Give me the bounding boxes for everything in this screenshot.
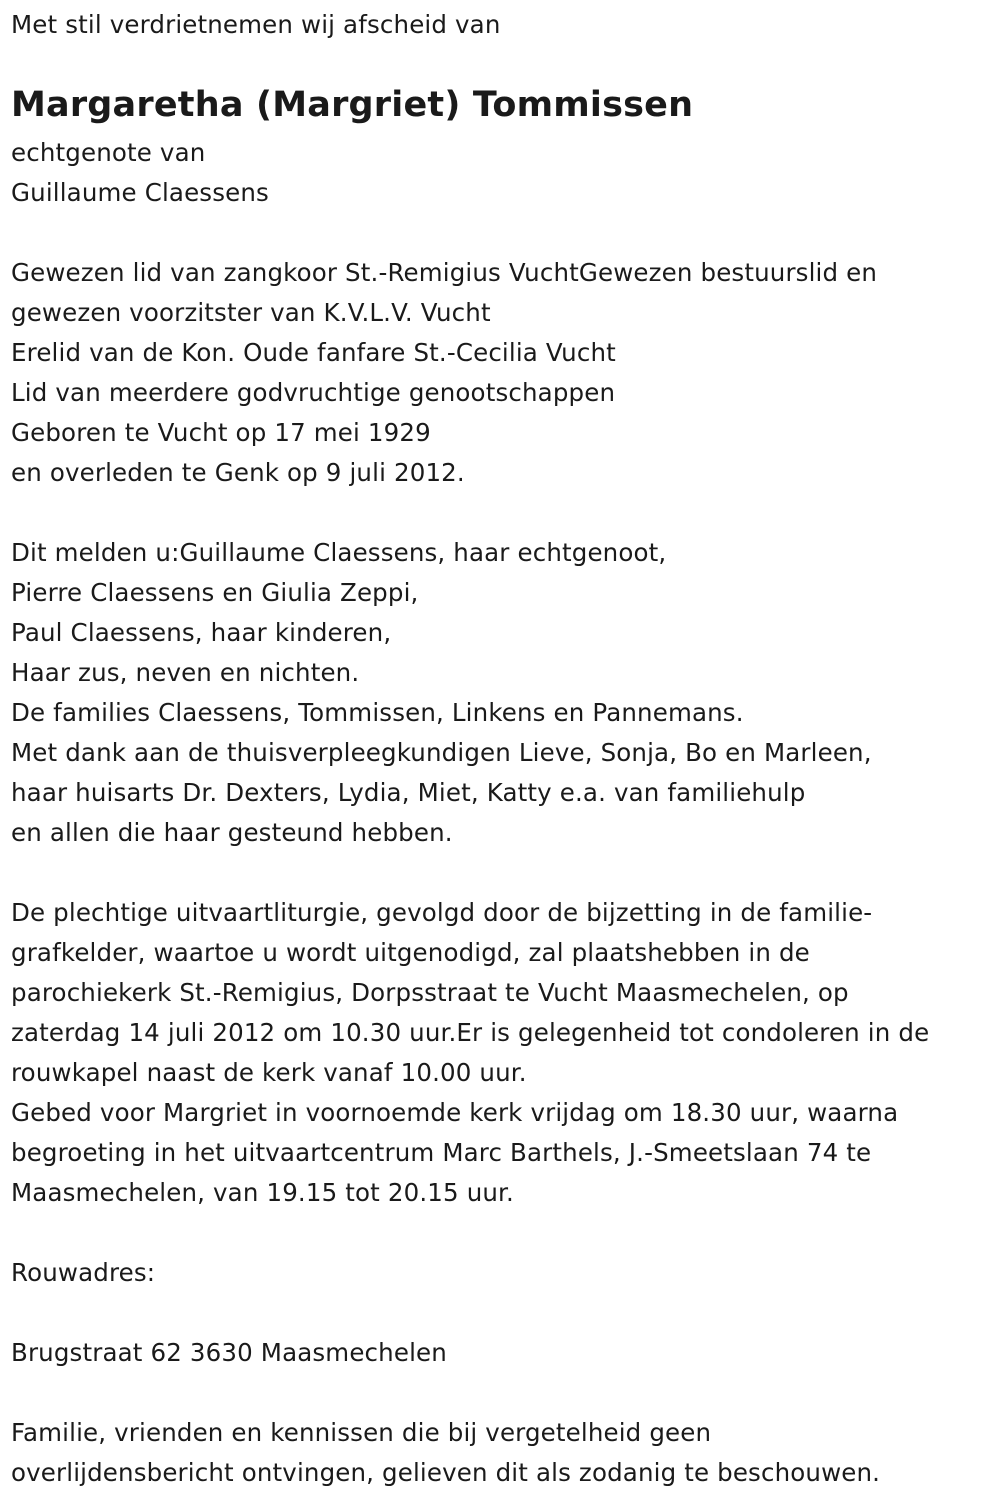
spouse-line: Guillaume Claessens (11, 178, 269, 207)
announcer-line: Met dank aan de thuisverpleegkundigen Lieve, Sonja, Bo en Marleen, (11, 738, 872, 767)
closing-line: Familie, vrienden en kennissen die bij vergetelheid geen (11, 1418, 712, 1447)
biography-line: Gewezen lid van zangkoor St.-Remigius VuchtGewezen bestuurslid en (11, 258, 878, 287)
spouse-line: echtgenote van (11, 138, 206, 167)
ceremony-line: begroeting in het uitvaartcentrum Marc Barthels, J.-Smeetslaan 74 te (11, 1138, 872, 1167)
biography-line: en overleden te Genk op 9 juli 2012. (11, 458, 465, 487)
ceremony-line: rouwkapel naast de kerk vanaf 10.00 uur. (11, 1058, 527, 1087)
closing-line: overlijdensbericht ontvingen, gelieven dit als zodanig te beschouwen. (11, 1458, 881, 1487)
ceremony-line: parochiekerk St.-Remigius, Dorpsstraat te Vucht Maasmechelen, op (11, 978, 849, 1007)
address-label: Rouwadres: (11, 1258, 156, 1287)
ceremony-line: Gebed voor Margriet in voornoemde kerk vrijdag om 18.30 uur, waarna (11, 1098, 899, 1127)
ceremony-line: grafkelder, waartoe u wordt uitgenodigd, zal plaatshebben in de (11, 938, 810, 967)
ceremony-line: Maasmechelen, van 19.15 tot 20.15 uur. (11, 1178, 514, 1207)
intro-text: Met stil verdrietnemen wij afscheid van (11, 10, 501, 39)
biography-line: Geboren te Vucht op 17 mei 1929 (11, 418, 431, 447)
announcer-line: en allen die haar gesteund hebben. (11, 818, 453, 847)
address-text: Brugstraat 62 3630 Maasmechelen (11, 1338, 447, 1367)
announcer-line: Dit melden u:Guillaume Claessens, haar echtgenoot, (11, 538, 667, 567)
announcer-line: Pierre Claessens en Giulia Zeppi, (11, 578, 419, 607)
deceased-name: Margaretha (Margriet) Tommissen (11, 85, 694, 125)
announcer-line: De families Claessens, Tommissen, Linkens en Pannemans. (11, 698, 744, 727)
ceremony-line: zaterdag 14 juli 2012 om 10.30 uur.Er is gelegenheid tot condoleren in de (11, 1018, 930, 1047)
ceremony-line: De plechtige uitvaartliturgie, gevolgd door de bijzetting in de familie- (11, 898, 873, 927)
biography-line: Erelid van de Kon. Oude fanfare St.-Cecilia Vucht (11, 338, 616, 367)
announcer-line: Paul Claessens, haar kinderen, (11, 618, 392, 647)
biography-line: gewezen voorzitster van K.V.L.V. Vucht (11, 298, 491, 327)
announcer-line: haar huisarts Dr. Dexters, Lydia, Miet, Katty e.a. van familiehulp (11, 778, 806, 807)
biography-line: Lid van meerdere godvruchtige genootschappen (11, 378, 616, 407)
announcer-line: Haar zus, neven en nichten. (11, 658, 360, 687)
